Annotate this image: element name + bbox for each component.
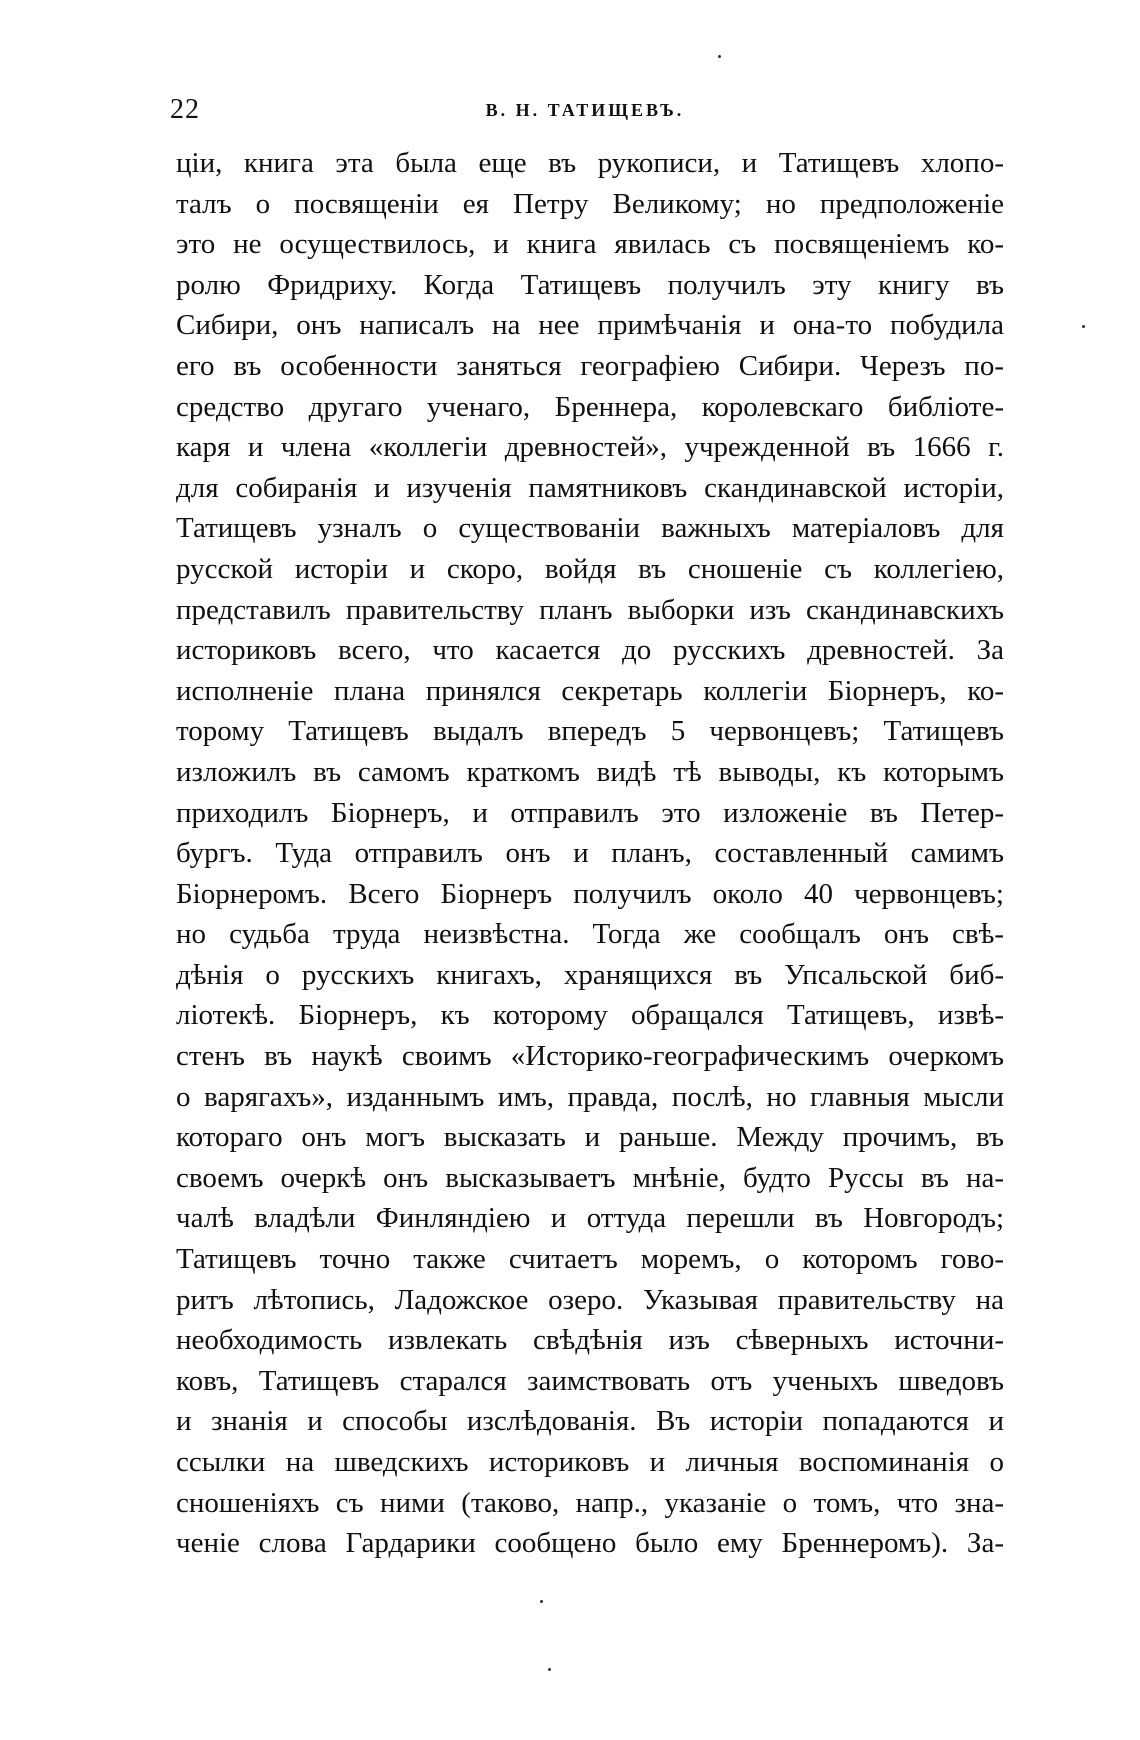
scan-speck xyxy=(548,1668,551,1671)
text-line: сношеніяхъ съ ними (таково, напр., указаніе о томъ, что зна- xyxy=(176,1486,1004,1519)
text-line: представилъ правительству планъ выборки изъ скандинавскихъ xyxy=(176,593,1004,626)
text-line: бургъ. Туда отправилъ онъ и планъ, составленный самимъ xyxy=(176,837,1004,870)
scan-speck xyxy=(718,55,721,58)
text-line: русской исторіи и скоро, войдя въ сношеніе съ коллегіею, xyxy=(176,552,1004,585)
text-line: ритъ лѣтопись, Ладожское озеро. Указывая правительству на xyxy=(176,1283,1004,1316)
scan-speck xyxy=(1082,325,1085,328)
scan-speck xyxy=(540,1600,543,1603)
text-line: но судьба труда неизвѣстна. Тогда же сообщалъ онъ свѣ- xyxy=(176,918,1004,951)
text-line: ковъ, Татищевъ старался заимствовать отъ ученыхъ шведовъ xyxy=(176,1364,1004,1397)
text-line: его въ особенности заняться географіею Сибири. Черезъ по- xyxy=(176,349,1004,382)
text-line: и знанія и способы изслѣдованія. Въ исторіи попадаются и xyxy=(176,1405,1004,1438)
body-text xyxy=(176,143,1004,1564)
text-line: ченіе слова Гардарики сообщено было ему Бреннеромъ). За- xyxy=(176,1527,1004,1560)
text-line: средство другаго ученаго, Бреннера, королевскаго библіоте- xyxy=(176,390,1004,423)
text-line: историковъ всего, что касается до русскихъ древностей. За xyxy=(176,634,1004,667)
page-header xyxy=(170,94,1000,134)
text-line: исполненіе плана принялся секретарь коллегіи Біорнеръ, ко- xyxy=(176,674,1004,707)
running-title: В. Н. ТАТИЩЕВЪ. xyxy=(485,100,685,120)
text-line: дѣнія о русскихъ книгахъ, хранящихся въ Упсальской биб- xyxy=(176,958,1004,991)
text-line: ліотекѣ. Біорнеръ, къ которому обращался Татищевъ, извѣ- xyxy=(176,999,1004,1032)
text-line: для собиранія и изученія памятниковъ скандинавской исторіи, xyxy=(176,471,1004,504)
text-line: каря и члена «коллегіи древностей», учрежденной въ 1666 г. xyxy=(176,431,1004,464)
text-line: ролю Фридриху. Когда Татищевъ получилъ эту книгу въ xyxy=(176,268,1004,301)
page-number: 22 xyxy=(170,94,200,125)
text-line: Сибири, онъ написалъ на нее примѣчанія и она-то побудила xyxy=(176,309,1004,342)
text-line: чалѣ владѣли Финляндіею и оттуда перешли въ Новгородъ; xyxy=(176,1202,1004,1235)
text-line: ціи, книга эта была еще въ рукописи, и Татищевъ хлопо- xyxy=(176,147,1004,179)
text-line: торому Татищевъ выдалъ впередъ 5 червонцевъ; Татищевъ xyxy=(176,715,1004,748)
text-line: стенъ въ наукѣ своимъ «Историко-географическимъ очеркомъ xyxy=(176,1040,1004,1073)
text-line: талъ о посвященіи ея Петру Великому; но предположеніе xyxy=(176,187,1004,220)
text-line: изложилъ въ самомъ краткомъ видѣ тѣ выводы, къ которымъ xyxy=(176,755,1004,788)
text-line: своемъ очеркѣ онъ высказываетъ мнѣніе, будто Руссы въ на- xyxy=(176,1161,1004,1194)
text-line: приходилъ Біорнеръ, и отправилъ это изложеніе въ Петер- xyxy=(176,796,1004,829)
text-line: Татищевъ узналъ о существованіи важныхъ матеріаловъ для xyxy=(176,512,1004,545)
text-line: котораго онъ могъ высказать и раньше. Между прочимъ, въ xyxy=(176,1121,1004,1154)
text-line: это не осуществилось, и книга явилась съ посвященіемъ ко- xyxy=(176,228,1004,261)
text-line: ссылки на шведскихъ историковъ и личныя воспоминанія о xyxy=(176,1446,1004,1478)
text-line: Біорнеромъ. Всего Біорнеръ получилъ около 40 червонцевъ; xyxy=(176,877,1004,910)
text-line: о варягахъ», изданнымъ имъ, правда, послѣ, но главныя мысли xyxy=(176,1080,1004,1113)
text-line: Татищевъ точно также считаетъ моремъ, о которомъ гово- xyxy=(176,1243,1004,1276)
text-line: необходимость извлекать свѣдѣнія изъ сѣверныхъ источни- xyxy=(176,1324,1004,1357)
